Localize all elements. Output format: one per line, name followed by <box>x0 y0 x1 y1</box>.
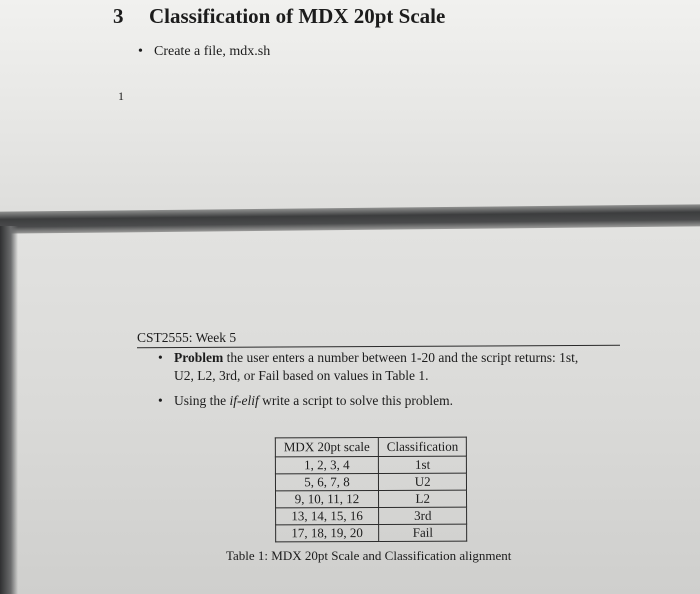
table-cell-range: 5, 6, 7, 8 <box>275 473 378 490</box>
table-cell-range: 1, 2, 3, 4 <box>275 456 378 473</box>
table-cell-range: 9, 10, 11, 12 <box>276 490 379 507</box>
problem-text-line2: U2, L2, 3rd, or Fail based on values in Table 1. <box>174 368 429 383</box>
bullet-create-file-text: Create a file, mdx.sh <box>154 44 271 59</box>
table-cell-class: L2 <box>378 490 467 507</box>
table-row <box>275 473 466 491</box>
table-row <box>276 524 467 542</box>
left-shadow <box>0 226 18 594</box>
bullet-if-elif <box>158 392 628 410</box>
table-header-row <box>275 437 467 457</box>
bullet-problem <box>158 349 628 385</box>
mdx-table <box>275 437 468 543</box>
problem-text-line1: the user enters a number between 1-20 and the script returns: 1st, <box>223 350 579 365</box>
table-row <box>276 507 467 525</box>
table-caption: Table 1: MDX 20pt Scale and Classification alignment <box>226 548 512 563</box>
if-elif-post: write a script to solve this problem. <box>258 393 453 408</box>
bullet-dot: • <box>158 393 163 408</box>
page-number: 1 <box>118 89 124 103</box>
bullet-dot: • <box>158 350 163 365</box>
section-title: Classification of MDX 20pt Scale <box>149 4 446 28</box>
week-header: CST2555: Week 5 <box>137 330 237 345</box>
bullet-dot: • <box>138 44 143 59</box>
problem-label: Problem <box>174 350 224 365</box>
if-elif-term: if-elif <box>229 393 259 408</box>
upper-page <box>0 0 700 212</box>
if-elif-pre: Using the <box>174 393 230 408</box>
table-cell-class: U2 <box>378 473 467 490</box>
section-number: 3 <box>113 4 124 28</box>
table-header-cell: MDX 20pt scale <box>275 437 378 456</box>
table-cell-class: 3rd <box>379 507 468 524</box>
bullet-create-file <box>138 44 270 60</box>
table-cell-range: 17, 18, 19, 20 <box>276 524 379 541</box>
table-cell-range: 13, 14, 15, 16 <box>276 507 379 524</box>
table-cell-class: Fail <box>379 524 468 541</box>
table-header-cell: Classification <box>378 437 467 456</box>
table-cell-class: 1st <box>378 456 467 473</box>
table-row <box>275 456 466 474</box>
table-row <box>276 490 467 508</box>
